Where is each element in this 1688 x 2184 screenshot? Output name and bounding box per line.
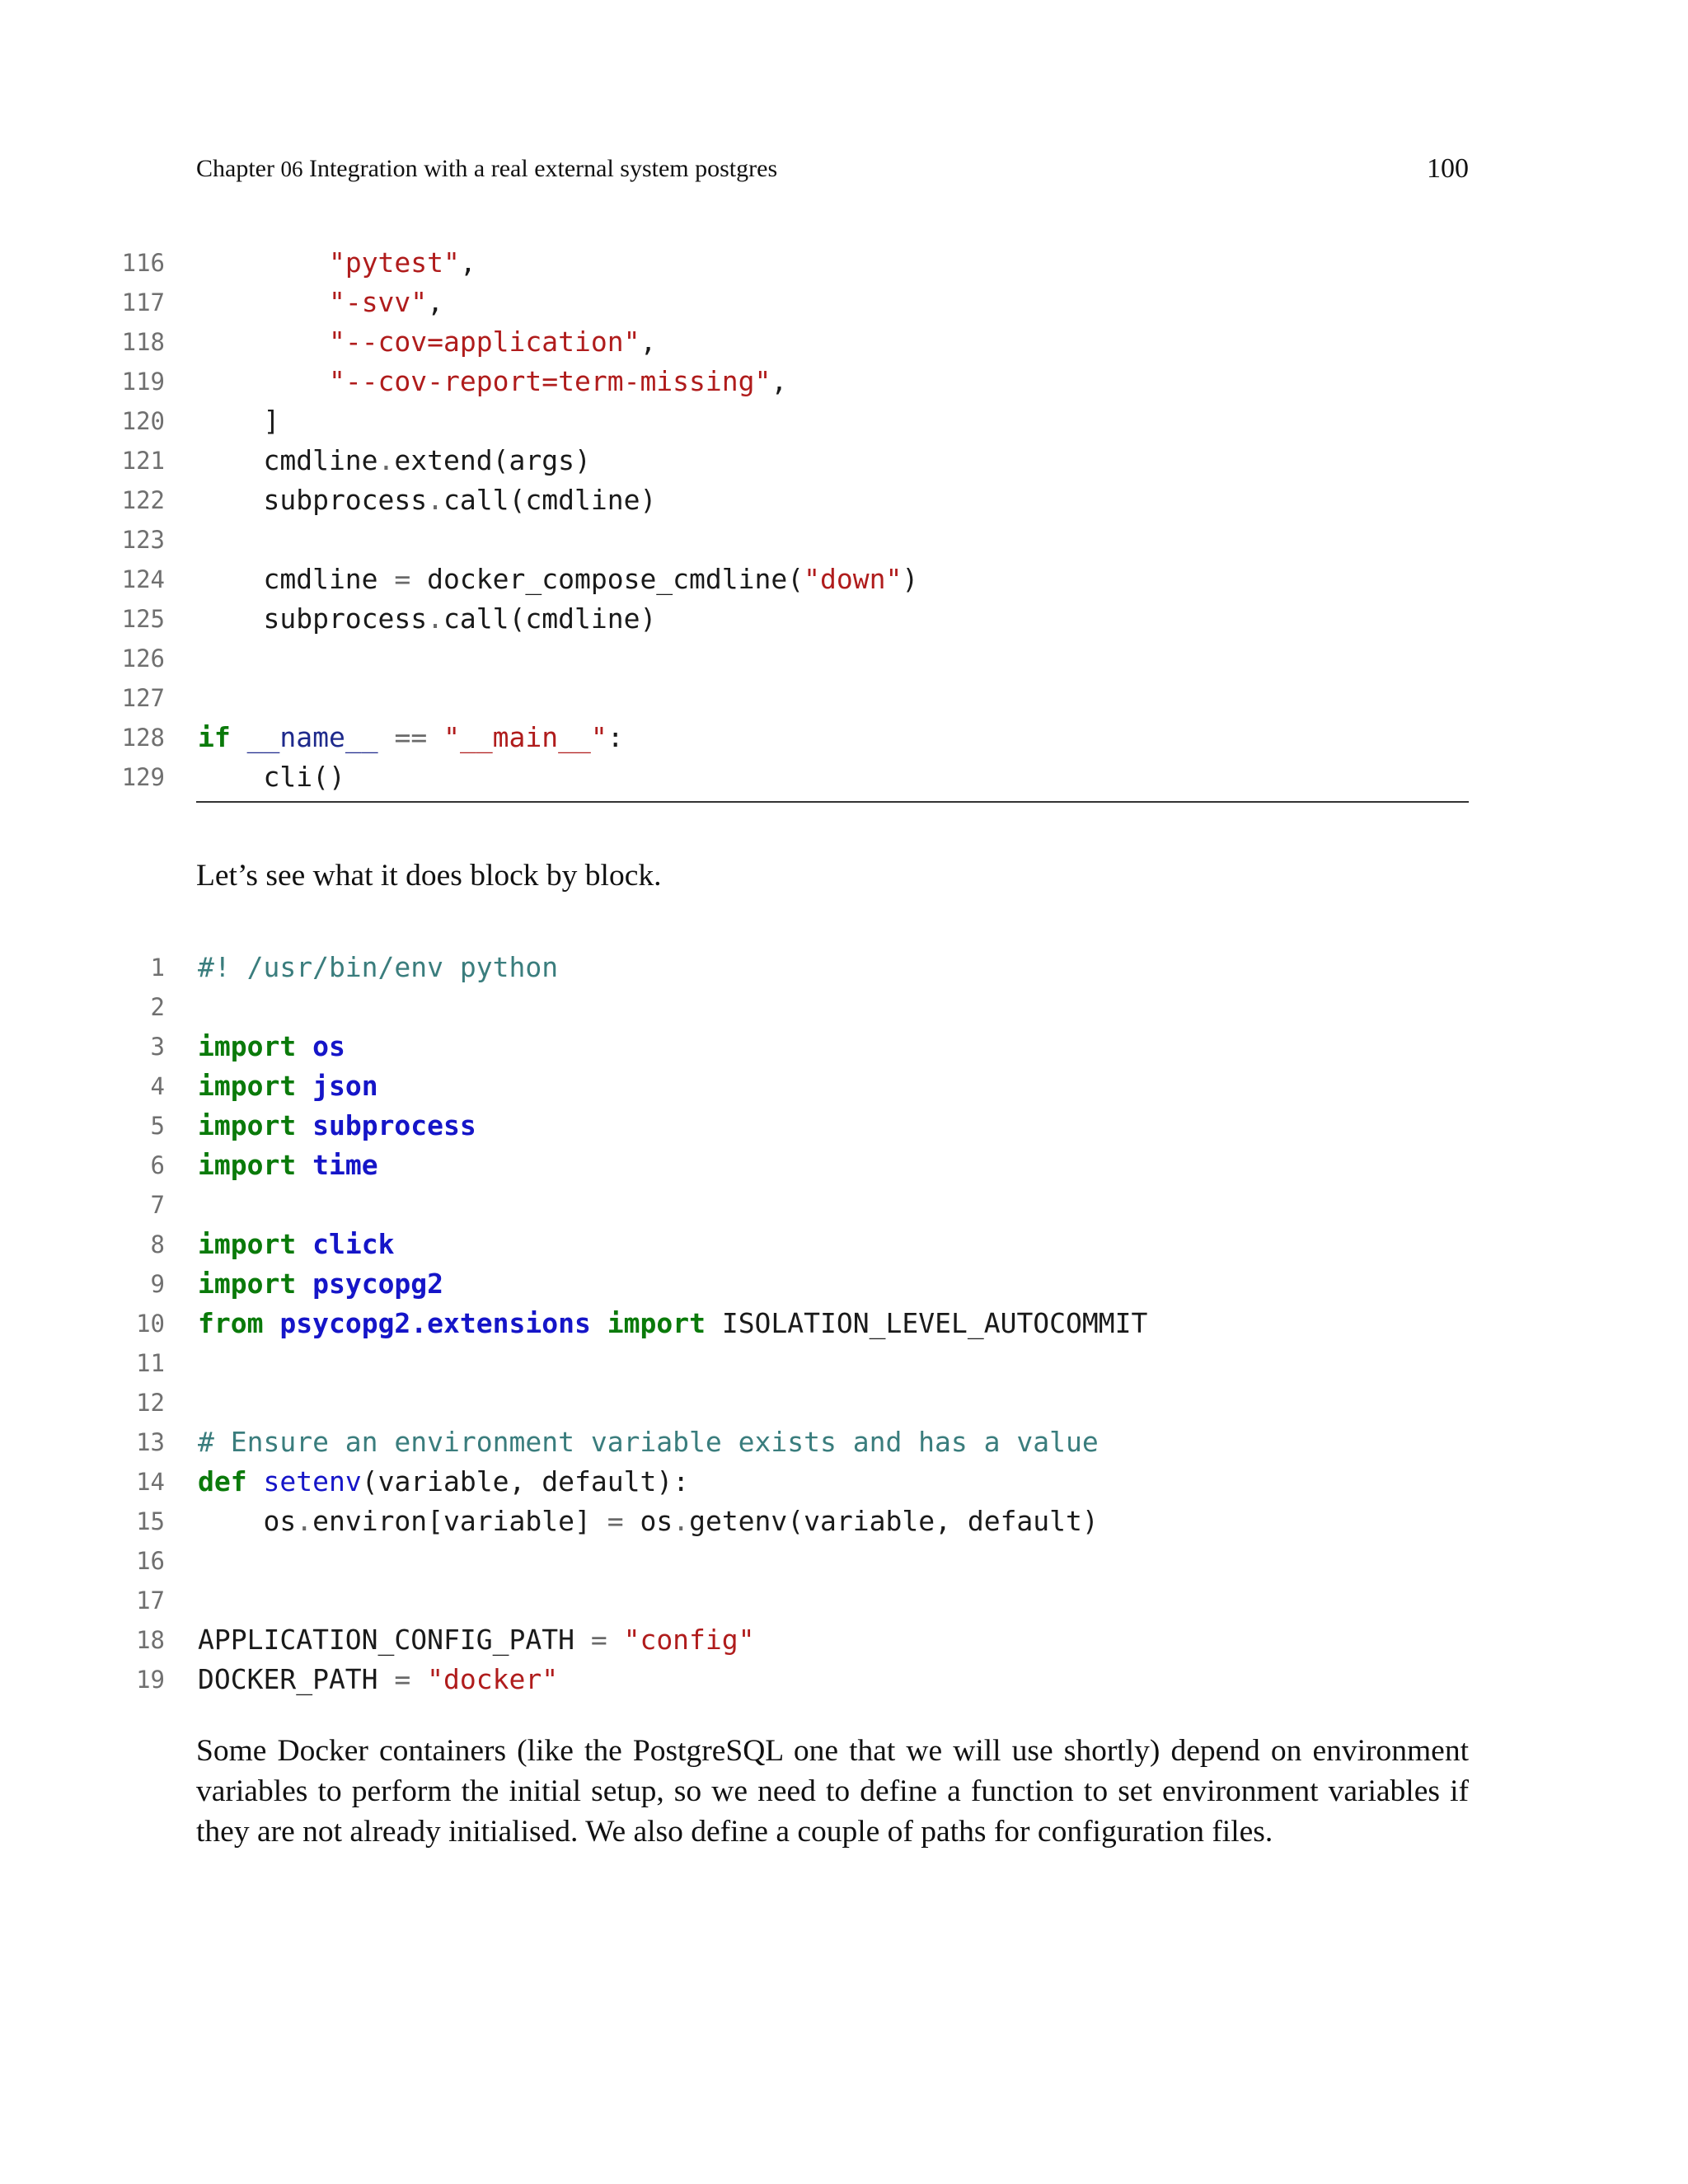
- code-token: cli(): [198, 761, 345, 793]
- line-number: 127: [121, 684, 165, 712]
- code-text: [198, 1106, 476, 1146]
- code-token: ): [902, 563, 919, 595]
- code-token: [591, 1307, 607, 1339]
- code-line: [0, 1422, 1469, 1462]
- code-token: psycopg2: [312, 1268, 444, 1300]
- code-token: [296, 1030, 312, 1062]
- code-line: [0, 480, 1469, 520]
- code-text: [198, 362, 787, 401]
- code-token: environ[variable]: [312, 1505, 607, 1537]
- code-token: call(cmdline): [443, 602, 657, 635]
- code-line: [0, 599, 1469, 639]
- code-token: [296, 1228, 312, 1260]
- code-token: subprocess: [198, 602, 428, 635]
- code-token: .: [427, 602, 444, 635]
- code-text: [198, 1422, 1099, 1462]
- line-number: 3: [150, 1033, 165, 1061]
- line-number: 10: [136, 1310, 165, 1338]
- listing-divider: [196, 801, 1469, 803]
- code-listing-start: [0, 948, 1469, 1699]
- line-number: 8: [150, 1230, 165, 1258]
- code-token: ,: [640, 326, 657, 358]
- code-token: getenv(variable, default): [689, 1505, 1099, 1537]
- line-number: 17: [136, 1586, 165, 1615]
- line-number: 12: [136, 1389, 165, 1417]
- code-token: "docker": [427, 1663, 559, 1695]
- code-line: [0, 560, 1469, 599]
- line-number: 13: [136, 1428, 165, 1456]
- code-line: [0, 948, 1469, 987]
- code-token: ,: [771, 365, 788, 397]
- code-line: [0, 1027, 1469, 1066]
- code-line: [0, 322, 1469, 362]
- code-text: [198, 1502, 1099, 1541]
- code-token: ==: [394, 721, 428, 753]
- line-number: 16: [136, 1547, 165, 1575]
- code-line: [0, 1581, 1469, 1620]
- code-token: "--cov-report=term-missing": [328, 365, 771, 397]
- code-text: [198, 441, 591, 480]
- code-token: .: [427, 484, 444, 516]
- code-token: [198, 326, 329, 358]
- code-text: [198, 757, 345, 797]
- code-token: ISOLATION_LEVEL_AUTOCOMMIT: [705, 1307, 1148, 1339]
- code-token: psycopg2.extensions: [279, 1307, 591, 1339]
- line-number: 124: [121, 565, 165, 593]
- code-token: os: [623, 1505, 673, 1537]
- code-token: "down": [804, 563, 903, 595]
- code-line: [0, 757, 1469, 797]
- code-line: [0, 1106, 1469, 1146]
- code-line: [0, 1502, 1469, 1541]
- code-line: [0, 718, 1469, 757]
- code-text: [198, 948, 558, 987]
- code-text: [198, 401, 279, 441]
- code-text: [198, 1620, 755, 1660]
- line-number: 118: [121, 328, 165, 356]
- code-line: [0, 1383, 1469, 1422]
- code-token: .: [673, 1505, 690, 1537]
- code-text: [198, 1066, 378, 1106]
- code-token: [296, 1268, 312, 1300]
- code-token: .: [377, 444, 395, 476]
- line-number: 126: [121, 644, 165, 673]
- code-line: [0, 678, 1469, 718]
- code-line: [0, 1304, 1469, 1343]
- code-line: [0, 243, 1469, 283]
- code-line: [0, 1264, 1469, 1304]
- line-number: 121: [121, 447, 165, 475]
- line-number: 122: [121, 486, 165, 514]
- line-number: 120: [121, 407, 165, 435]
- page-number: 100: [1427, 153, 1469, 184]
- code-token: os: [312, 1030, 345, 1062]
- code-line: [0, 639, 1469, 678]
- code-token: # Ensure an environment variable exists and has a value: [198, 1426, 1099, 1458]
- line-number: 125: [121, 605, 165, 633]
- code-text: [198, 1146, 378, 1185]
- code-token: "--cov=application": [328, 326, 640, 358]
- line-number: 1: [150, 954, 165, 982]
- code-token: json: [312, 1070, 378, 1102]
- code-text: [198, 1462, 689, 1502]
- code-token: time: [312, 1149, 378, 1181]
- running-header: [196, 155, 1469, 196]
- code-token: import: [198, 1228, 297, 1260]
- code-line: [0, 1462, 1469, 1502]
- code-token: call(cmdline): [443, 484, 657, 516]
- line-number: 4: [150, 1072, 165, 1100]
- line-number: 15: [136, 1507, 165, 1535]
- code-token: =: [607, 1505, 624, 1537]
- code-line: [0, 441, 1469, 480]
- code-text: [198, 718, 624, 757]
- code-listing-end: [0, 243, 1469, 797]
- chapter-number: 06: [280, 157, 303, 181]
- code-token: ]: [198, 405, 280, 437]
- code-line: [0, 987, 1469, 1027]
- code-line: [0, 1185, 1469, 1225]
- code-token: (variable, default):: [361, 1465, 690, 1497]
- code-token: "-svv": [328, 286, 428, 318]
- line-number: 11: [136, 1349, 165, 1377]
- code-token: subprocess: [312, 1109, 476, 1141]
- body-paragraph: Some Docker containers (like the PostgreSQL one that we will use shortly) depend on environment variables to perform the initial setup, so we need to define a function to set environment variables if they are not already initialised. We also define a couple of paths for configuration files.: [196, 1734, 1469, 1849]
- code-token: extend(args): [394, 444, 591, 476]
- code-token: [296, 1070, 312, 1102]
- code-token: "__main__": [443, 721, 607, 753]
- code-text: [198, 480, 656, 520]
- line-number: 119: [121, 368, 165, 396]
- code-token: [198, 246, 329, 279]
- code-token: [263, 1307, 279, 1339]
- code-token: ,: [459, 246, 476, 279]
- code-token: [296, 1149, 312, 1181]
- code-token: cmdline: [198, 444, 378, 476]
- code-token: import: [198, 1109, 297, 1141]
- code-token: "config": [623, 1624, 755, 1656]
- code-token: [410, 1663, 427, 1695]
- code-token: [198, 365, 329, 397]
- code-token: [607, 1624, 624, 1656]
- code-text: [198, 1225, 394, 1264]
- code-token: .: [296, 1505, 313, 1537]
- code-token: import: [607, 1307, 706, 1339]
- code-line: [0, 362, 1469, 401]
- body-paragraph: Let’s see what it does block by block.: [196, 859, 662, 893]
- line-number: 19: [136, 1666, 165, 1694]
- code-token: APPLICATION_CONFIG_PATH: [198, 1624, 591, 1656]
- line-number: 117: [121, 288, 165, 316]
- code-line: [0, 1541, 1469, 1581]
- code-line: [0, 1343, 1469, 1383]
- chapter-title: Chapter 06 Integration with a real external system postgres: [196, 155, 778, 182]
- code-text: [198, 283, 443, 322]
- code-token: __name__: [246, 721, 378, 753]
- code-text: [198, 599, 656, 639]
- code-token: from: [198, 1307, 264, 1339]
- code-text: [198, 1264, 443, 1304]
- code-text: [198, 1660, 558, 1699]
- line-number: 129: [121, 763, 165, 791]
- line-number: 5: [150, 1112, 165, 1140]
- code-token: #! /usr/bin/env python: [198, 951, 559, 983]
- code-token: os: [198, 1505, 297, 1537]
- code-token: [231, 721, 247, 753]
- line-number: 7: [150, 1191, 165, 1219]
- code-token: [198, 286, 329, 318]
- line-number: 2: [150, 993, 165, 1021]
- code-token: setenv: [263, 1465, 362, 1497]
- code-token: cmdline: [198, 563, 395, 595]
- code-token: DOCKER_PATH: [198, 1663, 395, 1695]
- code-token: import: [198, 1030, 297, 1062]
- code-token: docker_compose_cmdline(: [410, 563, 804, 595]
- code-line: [0, 1660, 1469, 1699]
- code-token: [427, 721, 443, 753]
- code-token: click: [312, 1228, 395, 1260]
- code-token: if: [198, 721, 231, 753]
- code-text: [198, 243, 476, 283]
- code-token: =: [590, 1624, 607, 1656]
- line-number: 123: [121, 526, 165, 554]
- code-token: "pytest": [328, 246, 460, 279]
- code-token: =: [394, 563, 411, 595]
- code-text: [198, 1027, 345, 1066]
- code-line: [0, 1620, 1469, 1660]
- code-token: import: [198, 1268, 297, 1300]
- code-token: import: [198, 1149, 297, 1181]
- line-number: 18: [136, 1626, 165, 1654]
- code-line: [0, 1066, 1469, 1106]
- code-text: [198, 560, 918, 599]
- code-line: [0, 520, 1469, 560]
- code-token: ,: [427, 286, 444, 318]
- code-token: =: [394, 1663, 411, 1695]
- code-line: [0, 1146, 1469, 1185]
- code-token: [296, 1109, 312, 1141]
- code-line: [0, 1225, 1469, 1264]
- code-line: [0, 283, 1469, 322]
- line-number: 128: [121, 724, 165, 752]
- code-token: [378, 721, 395, 753]
- code-token: import: [198, 1070, 297, 1102]
- code-text: [198, 322, 656, 362]
- code-token: def: [198, 1465, 247, 1497]
- line-number: 116: [121, 249, 165, 277]
- code-text: [198, 1304, 1147, 1343]
- code-token: subprocess: [198, 484, 428, 516]
- line-number: 6: [150, 1151, 165, 1179]
- code-line: [0, 401, 1469, 441]
- code-token: [247, 1465, 264, 1497]
- code-token: :: [607, 721, 624, 753]
- line-number: 14: [136, 1468, 165, 1496]
- line-number: 9: [150, 1270, 165, 1298]
